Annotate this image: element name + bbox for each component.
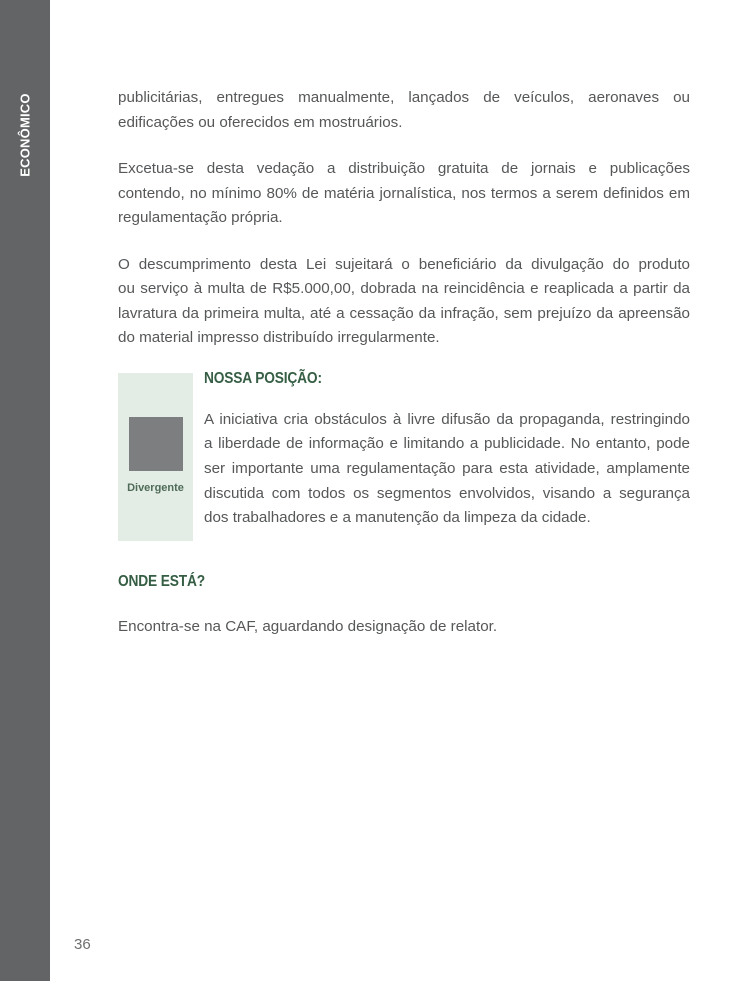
status-text: Encontra-se na CAF, aguardando designação de relator. bbox=[118, 617, 498, 635]
status-paragraph bbox=[118, 615, 690, 640]
paragraph-line: Excetua-se desta vedação a distribuição gratuita de jornais e publicações bbox=[118, 160, 690, 177]
position-text-block bbox=[204, 369, 690, 532]
position-badge-box bbox=[118, 373, 193, 541]
paragraph-line: A iniciativa cria obstáculos à livre difusão da propaganda, restringindo bbox=[204, 410, 690, 428]
paragraph-line: ser importante uma regulamentação para esta atividade, amplamente bbox=[204, 459, 690, 477]
position-badge-label: Divergente bbox=[127, 481, 184, 494]
paragraph-line: O descumprimento desta Lei sujeitará o beneficiário da divulgação do produto bbox=[118, 255, 690, 273]
paragraph-line: discutida com todos os segmentos envolvidos, visando a segurança bbox=[204, 484, 690, 502]
status-heading: ONDE ESTÁ? bbox=[118, 572, 205, 590]
page-content bbox=[118, 86, 690, 661]
position-section bbox=[118, 369, 690, 543]
paragraph-line: lavratura da primeira multa, até a cessação da infração, sem prejuízo da apreensão bbox=[118, 304, 690, 322]
section-sidebar bbox=[0, 0, 50, 981]
page-number: 36 bbox=[74, 936, 91, 953]
paragraph-line: publicitárias, entregues manualmente, lançados de veículos, aeronaves ou bbox=[118, 89, 690, 106]
paragraph-line: edificações ou oferecidos em mostruários. bbox=[118, 113, 403, 131]
exception-paragraph bbox=[118, 157, 690, 231]
section-label: ECONÔMICO bbox=[17, 93, 33, 177]
paragraph-line: a liberdade de informação e limitando a publicidade. No entanto, pode bbox=[204, 435, 690, 453]
position-paragraph bbox=[204, 408, 690, 532]
penalty-paragraph bbox=[118, 253, 690, 351]
paragraph-line: ou serviço à multa de R$5.000,00, dobrada na reincidência e reaplicada a partir da bbox=[118, 280, 690, 297]
divergent-status-icon bbox=[129, 417, 183, 471]
position-heading: NOSSA POSIÇÃO: bbox=[204, 369, 322, 387]
paragraph-line: contendo, no mínimo 80% de matéria jornalística, nos termos a serem definidos em bbox=[118, 184, 690, 202]
intro-paragraph bbox=[118, 86, 690, 135]
paragraph-line: do material impresso distribuído irregularmente. bbox=[118, 329, 440, 346]
paragraph-line: regulamentação própria. bbox=[118, 209, 283, 226]
paragraph-line: dos trabalhadores e a manutenção da limpeza da cidade. bbox=[204, 509, 591, 527]
